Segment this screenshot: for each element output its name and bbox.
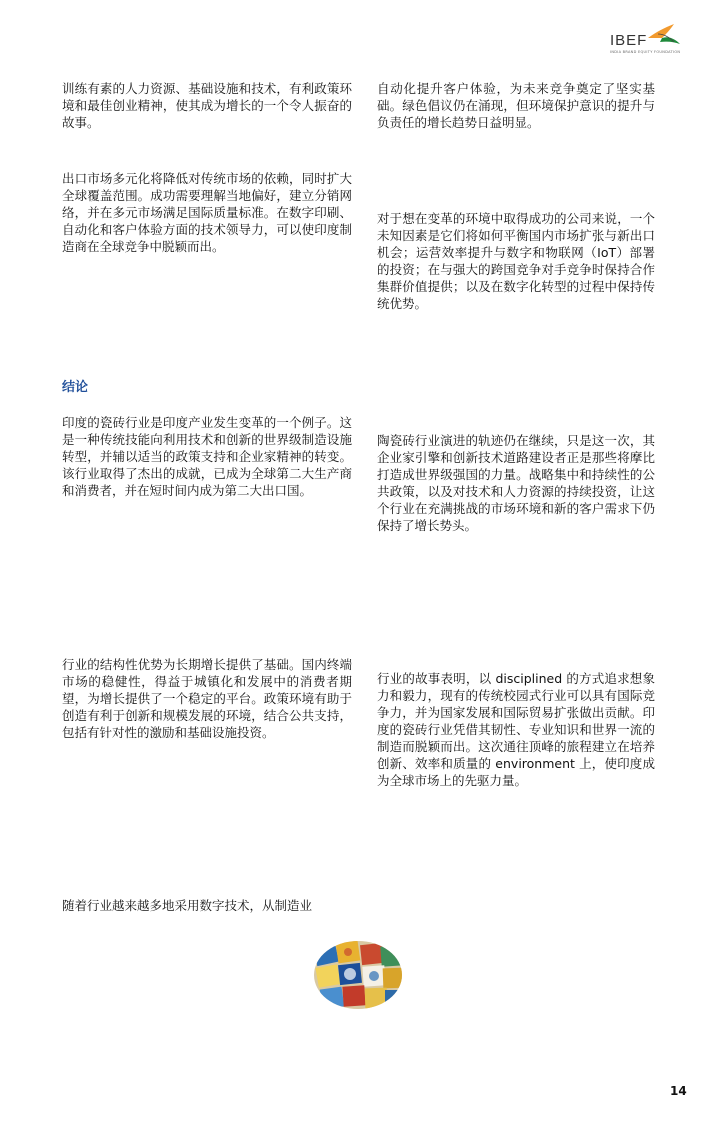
- left-paragraph-1: 训练有素的人力资源、基础设施和技术，有利政策环境和最佳创业精神，使其成为增长的一个令人振奋的故事。: [62, 81, 352, 130]
- left-paragraph-5: 随着行业越来越多地采用数字技术，从制造业: [62, 898, 313, 913]
- right-paragraph-1: 自动化提升客户体验，为未来竞争奠定了坚实基础。绿色倡议仍在涌现，但环境保护意识的提升与负责任的增长趋势日益明显。: [377, 81, 655, 130]
- section-heading-conclusion: 结论: [62, 380, 89, 395]
- ceramic-tiles-image: [313, 940, 403, 1010]
- left-paragraph-4: 行业的结构性优势为长期增长提供了基础。国内终端市场的稳健性，得益于城镇化和发展中的消费者期望，为增长提供了一个稳定的平台。政策环境有助于创造有利于创新和规模发展的环境，结合公共支持，包括有针对性的激励和基础设施投资。: [62, 657, 352, 740]
- logo-swoosh-icon: [644, 22, 684, 50]
- left-paragraph-3: 印度的瓷砖行业是印度产业发生变革的一个例子。这是一种传统技能向利用技术和创新的世界级制造设施转型，并辅以适当的政策支持和企业家精神的转变。该行业取得了杰出的成就，已成为全球第二大生产商和消费者，并在短时间内成为第二大出口国。: [62, 415, 352, 498]
- page-number: 14: [670, 1084, 687, 1098]
- right-paragraph-2: 对于想在变革的环境中取得成功的公司来说，一个未知因素是它们将如何平衡国内市场扩张与新出口机会；运营效率提升与数字和物联网（IoT）部署的投资；在与强大的跨国竞争对手竞争时保持合作集群价值提供；以及在数字化转型的过程中保持传统优势。: [377, 211, 655, 311]
- right-paragraph-3: 陶瓷砖行业演进的轨迹仍在继续，只是这一次，其企业家引擎和创新技术道路建设者正是那些将摩比打造成世界级强国的力量。战略集中和持续性的公共政策，以及对技术和人力资源的持续投资，让这个行业在充满挑战的市场环境和新的客户需求下仍保持了增长势头。: [377, 433, 655, 533]
- logo-subtitle: INDIA BRAND EQUITY FOUNDATION: [610, 50, 681, 54]
- logo-text: IBEF: [610, 32, 648, 49]
- ibef-logo: [604, 22, 684, 56]
- right-paragraph-4: 行业的故事表明，以 disciplined 的方式追求想象力和毅力，现有的传统校园式行业可以具有国际竞争力，并为国家发展和国际贸易扩张做出贡献。印度的瓷砖行业凭借其韧性、专业知识和世界一流的制造而脱颖而出。这次通往顶峰的旅程建立在培养创新、效率和质量的 environment 上，使印度成为全球市场上的先驱力量。: [377, 671, 655, 788]
- left-paragraph-2: 出口市场多元化将降低对传统市场的依赖，同时扩大全球覆盖范围。成功需要理解当地偏好，建立分销网络，并在多元市场满足国际质量标准。在数字印刷、自动化和客户体验方面的技术领导力，可以使印度制造商在全球竞争中脱颖而出。: [62, 171, 352, 254]
